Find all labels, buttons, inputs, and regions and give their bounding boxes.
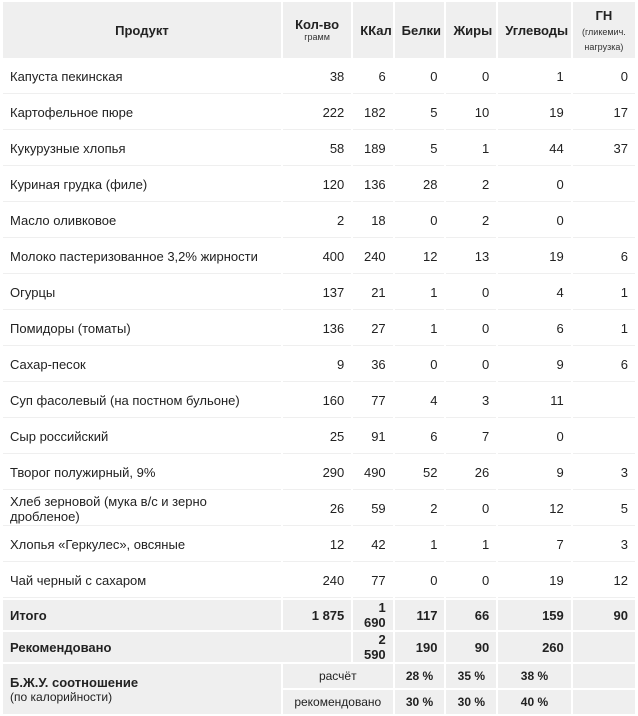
- ratio-title: Б.Ж.У. соотношение: [10, 674, 139, 690]
- cell-qty: 240: [283, 564, 351, 598]
- cell-gn: 3: [573, 528, 635, 562]
- cell-qty: 2: [283, 204, 351, 238]
- cell-kcal: 77: [353, 384, 392, 418]
- table-row: [3, 528, 635, 562]
- table-row: [3, 60, 635, 94]
- cell-protein: 1: [395, 312, 445, 346]
- table-row: [3, 276, 635, 310]
- cell-qty: 136: [283, 312, 351, 346]
- table-row: [3, 204, 635, 238]
- cell-fat: 7: [446, 420, 496, 454]
- cell-name: Суп фасолевый (на постном бульоне): [3, 384, 281, 418]
- cell-protein: 52: [395, 456, 445, 490]
- cell-qty: 38: [283, 60, 351, 94]
- total-carbs: 159: [498, 600, 571, 630]
- cell-fat: 0: [446, 60, 496, 94]
- ratio-calc-fat: 35 %: [446, 664, 496, 688]
- cell-name: Сахар-песок: [3, 348, 281, 382]
- cell-fat: 2: [446, 204, 496, 238]
- cell-name: Огурцы: [3, 276, 281, 310]
- cell-fat: 13: [446, 240, 496, 274]
- col-fat: Жиры: [446, 2, 496, 58]
- cell-gn: 6: [573, 240, 635, 274]
- col-gn-label: ГН: [595, 7, 613, 23]
- recommended-carbs: 260: [498, 632, 571, 662]
- cell-kcal: 21: [353, 276, 392, 310]
- ratio-rec-fat: 30 %: [446, 690, 496, 714]
- col-product: Продукт: [3, 2, 281, 58]
- ratio-calc-protein: 28 %: [395, 664, 445, 688]
- ratio-rec-blank: [573, 690, 635, 714]
- cell-gn: [573, 204, 635, 238]
- cell-name: Хлопья «Геркулес», овсяные: [3, 528, 281, 562]
- cell-fat: 3: [446, 384, 496, 418]
- total-label: Итого: [3, 600, 281, 630]
- cell-carbs: 1: [498, 60, 571, 94]
- cell-protein: 1: [395, 528, 445, 562]
- cell-kcal: 42: [353, 528, 392, 562]
- cell-carbs: 19: [498, 240, 571, 274]
- cell-carbs: 0: [498, 420, 571, 454]
- cell-name: Помидоры (томаты): [3, 312, 281, 346]
- cell-fat: 0: [446, 312, 496, 346]
- recommended-protein: 190: [395, 632, 445, 662]
- cell-protein: 0: [395, 564, 445, 598]
- cell-protein: 1: [395, 276, 445, 310]
- cell-name: Кукурузные хлопья: [3, 132, 281, 166]
- table-row: [3, 96, 635, 130]
- cell-fat: 0: [446, 348, 496, 382]
- ratio-rec-label: рекомендовано: [283, 690, 393, 714]
- cell-protein: 5: [395, 132, 445, 166]
- cell-qty: 137: [283, 276, 351, 310]
- cell-gn: 1: [573, 276, 635, 310]
- recommended-row: [3, 632, 635, 662]
- cell-fat: 0: [446, 564, 496, 598]
- cell-name: Куриная грудка (филе): [3, 168, 281, 202]
- cell-qty: 160: [283, 384, 351, 418]
- cell-kcal: 59: [353, 492, 392, 526]
- ratio-note: (по калорийности): [10, 689, 113, 704]
- cell-carbs: 9: [498, 348, 571, 382]
- ratio-calc-carbs: 38 %: [498, 664, 571, 688]
- cell-name: Чай черный с сахаром: [3, 564, 281, 598]
- cell-protein: 5: [395, 96, 445, 130]
- cell-fat: 1: [446, 528, 496, 562]
- cell-carbs: 19: [498, 564, 571, 598]
- cell-fat: 0: [446, 276, 496, 310]
- table-header: [3, 2, 635, 58]
- ratio-calc-row: [3, 664, 635, 688]
- cell-qty: 290: [283, 456, 351, 490]
- cell-kcal: 490: [353, 456, 392, 490]
- cell-carbs: 7: [498, 528, 571, 562]
- cell-qty: 12: [283, 528, 351, 562]
- cell-kcal: 136: [353, 168, 392, 202]
- cell-carbs: 19: [498, 96, 571, 130]
- cell-fat: 26: [446, 456, 496, 490]
- cell-protein: 4: [395, 384, 445, 418]
- cell-qty: 222: [283, 96, 351, 130]
- cell-kcal: 189: [353, 132, 392, 166]
- col-gn-sub2: нагрузка): [584, 41, 624, 52]
- cell-gn: [573, 384, 635, 418]
- cell-gn: 12: [573, 564, 635, 598]
- cell-qty: 25: [283, 420, 351, 454]
- total-row: [3, 600, 635, 630]
- ratio-calc-blank: [573, 664, 635, 688]
- cell-carbs: 4: [498, 276, 571, 310]
- cell-gn: 3: [573, 456, 635, 490]
- cell-fat: 1: [446, 132, 496, 166]
- col-qty-unit: грамм: [304, 32, 330, 42]
- total-gn: 90: [573, 600, 635, 630]
- recommended-label: Рекомендовано: [3, 632, 351, 662]
- cell-carbs: 12: [498, 492, 571, 526]
- table-row: [3, 564, 635, 598]
- cell-name: Картофельное пюре: [3, 96, 281, 130]
- total-protein: 117: [395, 600, 445, 630]
- cell-kcal: 18: [353, 204, 392, 238]
- table-row: [3, 312, 635, 346]
- cell-gn: 0: [573, 60, 635, 94]
- ratio-rec-carbs: 40 %: [498, 690, 571, 714]
- cell-fat: 2: [446, 168, 496, 202]
- cell-name: Творог полужирный, 9%: [3, 456, 281, 490]
- cell-qty: 120: [283, 168, 351, 202]
- table-row: [3, 240, 635, 274]
- table-row: [3, 492, 635, 526]
- ratio-label: [3, 664, 281, 714]
- total-qty: 1 875: [283, 600, 351, 630]
- cell-kcal: 77: [353, 564, 392, 598]
- ratio-rec-protein: 30 %: [395, 690, 445, 714]
- cell-gn: 1: [573, 312, 635, 346]
- cell-qty: 400: [283, 240, 351, 274]
- cell-gn: 17: [573, 96, 635, 130]
- col-carbs: Углеводы: [498, 2, 571, 58]
- table-row: [3, 456, 635, 490]
- cell-carbs: 44: [498, 132, 571, 166]
- cell-kcal: 91: [353, 420, 392, 454]
- cell-protein: 0: [395, 348, 445, 382]
- cell-name: Хлеб зерновой (мука в/с и зерно дробленое): [3, 492, 281, 526]
- cell-fat: 0: [446, 492, 496, 526]
- cell-carbs: 0: [498, 204, 571, 238]
- cell-name: Капуста пекинская: [3, 60, 281, 94]
- cell-protein: 6: [395, 420, 445, 454]
- cell-carbs: 6: [498, 312, 571, 346]
- col-qty: [283, 2, 351, 58]
- cell-protein: 0: [395, 204, 445, 238]
- cell-protein: 2: [395, 492, 445, 526]
- total-kcal: 1 690: [353, 600, 392, 630]
- col-gn: [573, 2, 635, 58]
- recommended-fat: 90: [446, 632, 496, 662]
- cell-name: Молоко пастеризованное 3,2% жирности: [3, 240, 281, 274]
- cell-kcal: 240: [353, 240, 392, 274]
- cell-kcal: 182: [353, 96, 392, 130]
- cell-carbs: 9: [498, 456, 571, 490]
- cell-kcal: 27: [353, 312, 392, 346]
- recommended-kcal: 2 590: [353, 632, 392, 662]
- table-row: [3, 348, 635, 382]
- cell-carbs: 11: [498, 384, 571, 418]
- col-kcal: ККал: [353, 2, 392, 58]
- col-gn-sub1: (гликемич.: [581, 26, 626, 37]
- nutrition-table: [1, 0, 637, 716]
- cell-gn: 6: [573, 348, 635, 382]
- cell-gn: 37: [573, 132, 635, 166]
- cell-kcal: 36: [353, 348, 392, 382]
- table-row: [3, 384, 635, 418]
- col-qty-label: Кол-во: [295, 17, 340, 32]
- col-protein: Белки: [395, 2, 445, 58]
- cell-gn: 5: [573, 492, 635, 526]
- table-row: [3, 168, 635, 202]
- total-fat: 66: [446, 600, 496, 630]
- cell-name: Масло оливковое: [3, 204, 281, 238]
- cell-carbs: 0: [498, 168, 571, 202]
- cell-kcal: 6: [353, 60, 392, 94]
- cell-protein: 0: [395, 60, 445, 94]
- ratio-calc-label: расчёт: [283, 664, 393, 688]
- cell-gn: [573, 420, 635, 454]
- table-row: [3, 420, 635, 454]
- cell-protein: 28: [395, 168, 445, 202]
- cell-qty: 26: [283, 492, 351, 526]
- cell-qty: 58: [283, 132, 351, 166]
- table-row: [3, 132, 635, 166]
- cell-gn: [573, 168, 635, 202]
- cell-qty: 9: [283, 348, 351, 382]
- cell-protein: 12: [395, 240, 445, 274]
- cell-fat: 10: [446, 96, 496, 130]
- cell-name: Сыр российский: [3, 420, 281, 454]
- recommended-gn: [573, 632, 635, 662]
